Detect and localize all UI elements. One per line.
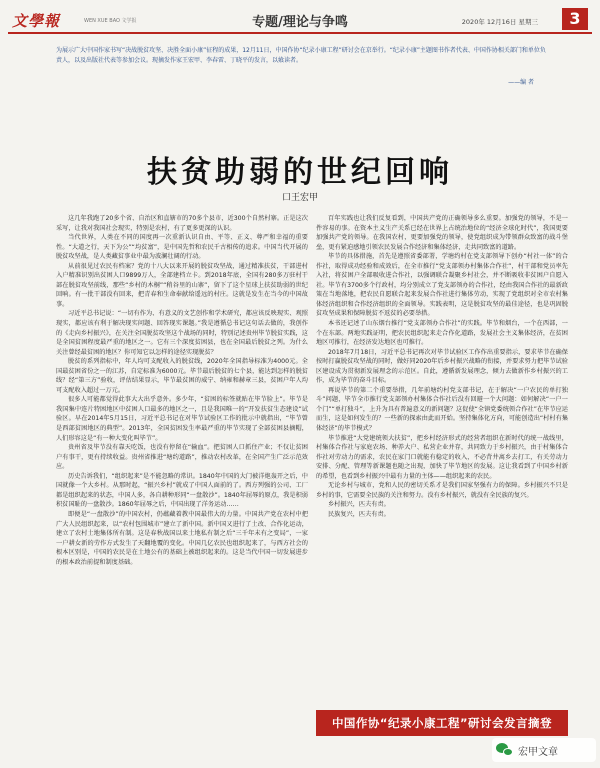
paragraph: 从前很见过农民有档案？党的十八大以来开展的脱贫攻坚战，通过精准扶贫，干部进村入户精准识别出贫困人口9899万人，全部建档立卡。到2018年底，全国有280多万驻村干部在脱贫攻坚前线，那些“乡村的木桐”“稍谷里的山寨”，留下了这个星球上扶贫助弱的世纪回响。有一批干部没有回来，把青春和生命奉献给遥远的村庄。这就是发生在当今的中国故事。: [56, 262, 308, 308]
paragraph: 这几年我跑了20多个省、自治区和直辖市的70多个县市，近300个自然村寨。正是这次采写，让我对我国社会现实，特别是农村，有了更多更深的认识。: [56, 215, 308, 232]
paragraph: 百年实践也让我们反复看到，中国共产党的正确领导多么重要。加强党的领导，不是一件容易的事。在资本主义生产关系已经在世界上占统治地位的“经济全球化时代”，我国更要加强共产党的领导。在我国农村，更要加强党的领导，使党组织成为带领群众致富的战斗堡垒，更有紧迫感地引领农民发展合作经济和集体经济，走共同致富的道路。: [316, 215, 568, 251]
paragraph: 历史告诉我们，“组织起来”是不能忽略的常识。1840年中国的大门被洋炮轰开之后，中国就像一个大乡村。从那时起，“振兴乡村”就成了中国人面前的了。西方列强的公司、工厂都是组织起来的状态，中国人多，各自耕种形同“一盘散沙”。1840年屈辱的原点，我是积弱积贫国耻的一盘散沙。1860年屈辱之后，中国出现了洋务运动……: [56, 472, 308, 509]
paragraph: 脱贫的系列指标中，年人均可支配收入的脱贫线，2020年全国指导标准为4000元。全国最贫困省份之一的江苏，自定标准为6000元。毕节最后脱贫的七个县，能达到怎样的脱贫线？经“第三方”验收，评估结果显示，毕节最贫困的威宁、纳雍和赫章三县，贫困户年人均可支配收入超过一万元。: [56, 358, 308, 394]
wechat-watermark: [492, 738, 596, 762]
page-number: 3: [562, 8, 588, 30]
closing-verse-line: 乡村振兴，匹夫有责。: [328, 501, 390, 509]
closing-verse-line: 民族复兴，匹夫有责。: [328, 510, 390, 518]
right-column: [316, 214, 568, 520]
masthead: [8, 8, 592, 34]
paragraph: 2018年7月18日，习近平总书记再次对毕节试验区工作作出重要指示，要求毕节在确保按时打赢脱贫攻坚战的同时，做好同2020年后乡村振兴战略的衔接，并要求努力把毕节试验区建设成为贯彻新发展理念的示范区。自此，遵循新发展理念，倾力去做新作乡村振兴的工作，成为毕节的奋斗目标。: [316, 348, 568, 385]
editor-intro: 为展示广大中国作家书写“决战脱贫攻坚、决胜全面小康”征程的成果，12月11日，中国作协“纪录小康工程”研讨会在京举行。“纪录小康”主题图书作者代表、中国作协相关部门和单位负责人，以及出版社代表等参加会议。现摘发作家王宏甲、李春雷、丁晓平的发言，以飨读者。: [56, 47, 546, 64]
issue-date: 2020年 12月16日 星期三: [461, 18, 538, 26]
paragraph: 当代世界，人类在不同的国度再一次重新认识自由、平等、正义、尊严和幸福的重要性。“大道之行，天下为公”“均贫富”，是中国先哲和农民千古相传的追求。中国当代开展的脱贫攻坚战，是人类藏贫事业中最为波澜壮阔的行动。: [56, 234, 308, 261]
section-title: 专题/理论与争鸣: [252, 15, 348, 30]
paragraph: 无论乡村与城市，党和人民的密切关系才是我们国家坚强有力的保障。乡村振兴不只是乡村的事，它需要全民族的关注和努力。没有乡村振兴，就没有全民族的复兴。: [316, 482, 568, 499]
paragraph: 习近平总书记说：“一切有作为、有意义的文艺创作和学术研究，都应该反映现实、观照现实，都应该有利于解决现实问题、回答现实课题。”我是遵循总书记这句话去做的，我创作的《走向乡村振兴》，在关注全国脱贫攻坚这个战场的同时，特别记述贵州毕节脱贫实践，这是全国贫困程度最严重的地区之一。它有三个深度贫困县，也在全国最后脱贫之列。为什么关注曾经最贫困的地区？你可知它以怎样的途径实现脱贫？: [56, 310, 308, 356]
watermark-text: 宏甲文章: [518, 746, 558, 758]
left-column: [56, 214, 308, 567]
paragraph: 即便是“一盘散沙”的中国农村，仍蕴藏着教中国最伟大的力量。中国共产党在农村中把广大人民组织起来，以“农村包围城市”建立了新中国。新中国又进行了土改、合作化运动，建立了农村土地集体所有制。这是春秋战国以来土地私有制之后“三千年未有之变局”，一家一户耕女新的劳作方式发生了天翻地覆的变化。中国几亿农民也组织起来了，与西方社会的根本区别是，中国的农民是在土地公有的基础上被组织起来的。这是当代中国一切发展进步的根本政治前提和制度基础。: [56, 510, 308, 566]
paragraph: 贵州省及毕节没有靠天吃饭，也没有停留在“输血”。把贫困人口抓住产业；不仅让贫困户有事干，更有持续收益。贵州省推进“塘约道路”，推动农村改革，在全国产生广泛示范效应。: [56, 444, 308, 471]
logo-subtitle: WEN XUE BAO 文学报: [84, 18, 137, 24]
wechat-icon: [496, 742, 514, 758]
article-byline: 口王宏甲: [281, 193, 318, 203]
paragraph: 毕节的具体措施，首先是遵照省委部署，学塘约村在党支部领导下创办“村社一体”的合作社，取得成功经验和成效后，在全市推行“党支部领办村集体合作社”，村干部和党员率先入社，将贫困户全部吸收进合作社，以强调联合凝聚乡村社会，并不断吸收非贫困户自愿入社。毕节有3700多个行政村，均分别成立了党支部领办的合作社，经由我国合作社的最新政策在当地落地，把农民自愿联合起来发展合作社进行集体劳动，实现了党组织对全市农村集体经济组织和合作经济组织的全面领导。实践表明，这是脱贫攻坚的最佳途径，也是巩固脱贫攻坚成果和保障脱贫不返贫的必要举措。: [316, 253, 568, 318]
editor-sign: ——编 者: [508, 79, 534, 86]
paragraph: 再说毕节的第二个重要举措，几年前塘约村党支部书记，在于解决“一户农民的单打独斗”问题，毕节全市推行党支部领办村集体合作社后没有回避一个大问题：如何解决“一户一个门”“单打独斗”，上升为具有普遍意义的新问题？这促使“全镇党委统领合作社”在毕节应运而生，这是如何发生的？一些新的探索由此而开始。坚持集体化方向，可能创造出“村村有集体经济”的毕节模式？: [316, 386, 568, 433]
conference-banner: 中国作协“纪录小康工程”研讨会发言摘登: [316, 710, 568, 736]
paragraph: 很多人可能都觉得此事大大出乎意外。多少年，“贫困的标签就贴在毕节脸上”。毕节是我国集中连片特困地区中贫困人口最多的地区之一，且是我国唯一的“开发扶贫生态建设”试验区。早在2014年5月15日，习近平总书记在对毕节试验区工作的批示中就指出，“毕节曾是西部贫困地区的典型”。2013年，全国贫困发生率最严重的毕节实现了全部贫困县摘帽，人们形容这是“有一种大变化叫毕节”。: [56, 396, 308, 442]
newspaper-logo: 文學報: [12, 12, 61, 30]
article-headline: 扶贫助弱的世纪回响: [147, 155, 453, 190]
paragraph: 毕节推进“大党建统领大扶贫”，把乡村经济形式的经营者组织在新时代的统一战线里，村集体合作社与家庭农场、种养大户、私营企业并存，共同致力于乡村振兴，由于村集体合作社对劳动力的需求，农民在家门口就能有稳定的收入，不必背井离乡去打工，有关劳动力安排、分配、管理等新课题也随之出现，加快了毕节地区的发展。这让我看到了中国乡村新的希望，也看到乡村振兴中最有力量的主体——组织起来的农民。: [316, 434, 568, 480]
paragraph: 本书还记述了山东烟台推行“党支部领办合作社”的实践。毕节和烟台，一个在西部，一个在东部。两地实践证明，把农民组织起来走合作化道路，发展社会主义集体经济，在贫困地区可推行，在经济发达地区也可推行。: [316, 320, 568, 347]
